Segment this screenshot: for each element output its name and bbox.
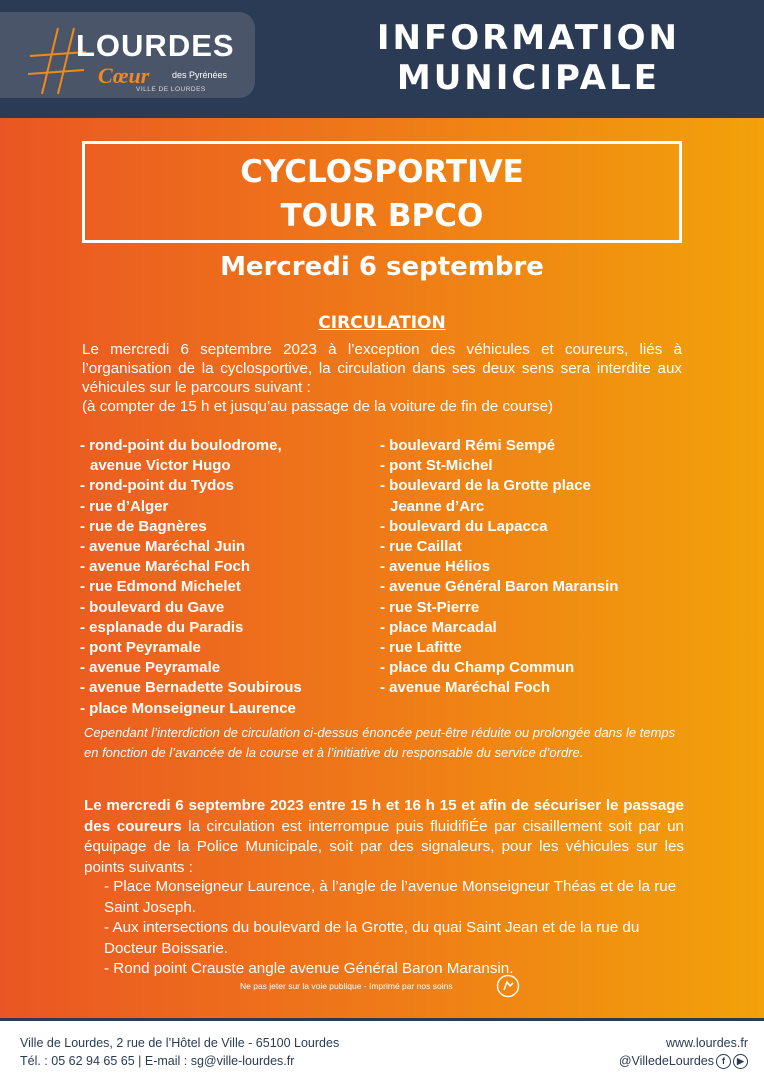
footer-divider — [0, 1018, 764, 1021]
event-date: Mercredi 6 septembre — [220, 252, 544, 282]
header-banner — [0, 0, 764, 118]
list-item: - rue Lafitte — [380, 639, 462, 657]
header-title-line1: INFORMATION — [376, 18, 680, 58]
footer — [0, 1018, 764, 1080]
event-title-line1: CYCLOSPORTIVE — [240, 154, 524, 190]
event-title-box — [82, 141, 682, 243]
recycle-icon — [496, 974, 520, 998]
logo-subtitle: VILLE DE LOURDES — [136, 86, 206, 93]
list-item: - avenue Maréchal Juin — [80, 538, 246, 556]
interruption-paragraph — [84, 796, 684, 878]
list-item: - place Monseigneur Laurence — [80, 699, 296, 717]
intro-paragraph — [82, 340, 682, 416]
list-item: - pont Peyramale — [80, 639, 201, 657]
list-item: - rue de Bagnères — [80, 517, 207, 535]
list-item: - place du Champ Commun — [380, 659, 575, 677]
control-points-list — [104, 877, 684, 980]
social-handle[interactable]: @VilledeLourdes — [618, 1054, 714, 1068]
lourdes-logo[interactable] — [0, 12, 255, 98]
street-list-right — [380, 436, 680, 699]
list-item: - rue St-Pierre — [380, 598, 480, 616]
list-item: - Aux intersections du boulevard de la Grotte, du quai Saint Jean et de la rue du Docteur Boissarie. — [104, 919, 640, 957]
circulation-heading: CIRCULATION — [318, 313, 446, 333]
youtube-icon[interactable]: ▶ — [733, 1054, 748, 1069]
disclaimer-note: Cependant l’interdiction de circulation ci-dessus énoncée peut-être réduite ou prolongée dans le temps en fonction de l’avancée de la course et à l’initiative du responsable du service d’ordre. — [84, 725, 676, 760]
logo-tagline: Cœur — [98, 63, 150, 88]
intro-time-note: (à compter de 15 h et jusqu’au passage de la voiture de fin de course) — [82, 398, 554, 415]
list-item: - Rond point Crauste angle avenue Général Baron Maransin. — [104, 960, 514, 977]
list-item: - boulevard de la Grotte place — [380, 477, 591, 495]
small-print: Ne pas jeter sur la voie publique - Imprimé par nos soins — [240, 981, 453, 991]
list-item: - pont St-Michel — [380, 457, 493, 475]
list-item: - Place Monseigneur Laurence, à l’angle de l’avenue Monseigneur Théas et de la rue Saint Joseph. — [104, 878, 677, 916]
footer-address: Ville de Lourdes, 2 rue de l’Hôtel de Ville - 65100 Lourdes — [20, 1036, 340, 1050]
list-item: - avenue Hélios — [380, 558, 491, 576]
list-item: - avenue Maréchal Foch — [380, 679, 551, 697]
website-link[interactable]: www.lourdes.fr — [666, 1036, 748, 1050]
footer-contact — [20, 1034, 339, 1070]
list-item: - place Marcadal — [380, 618, 497, 636]
header-title — [377, 18, 680, 98]
list-item: - boulevard du Lapacca — [380, 517, 548, 535]
list-item: - avenue Bernadette Soubirous — [80, 679, 302, 697]
poster-body — [0, 118, 764, 1018]
facebook-icon[interactable]: f — [716, 1054, 731, 1069]
list-item: - esplanade du Paradis — [80, 618, 244, 636]
logo-tagline-suffix: des Pyrénées — [172, 70, 228, 80]
list-item: - boulevard du Gave — [80, 598, 225, 616]
footer-links — [619, 1034, 748, 1070]
social-block — [619, 1052, 748, 1070]
header-title-line2: MUNICIPALE — [396, 58, 661, 98]
interruption-bold: Le mercredi 6 septembre 2023 entre 15 h et 16 h 15 et afin de sécuriser le passage des coureurs — [84, 797, 684, 835]
list-item: Jeanne d’Arc — [390, 497, 485, 515]
list-item: - rue Edmond Michelet — [80, 578, 241, 596]
list-item: - avenue Général Baron Maransin — [380, 578, 619, 596]
list-item: - rue Caillat — [380, 538, 462, 556]
event-title-line2: TOUR BPCO — [280, 198, 484, 234]
list-item: - rond-point du Tydos — [80, 477, 234, 495]
footer-phone-email: Tél. : 05 62 94 65 65 | E-mail : sg@ville-lourdes.fr — [20, 1054, 295, 1068]
intro-text: Le mercredi 6 septembre 2023 à l’exception des véhicules et coureurs, liés à l’organisation de la cyclosportive, la circulation dans ses deux sens sera interdite aux véhicules sur le parcours suivant : — [82, 341, 682, 396]
logo-name: LOURDES — [76, 28, 235, 63]
list-item: - avenue Peyramale — [80, 659, 221, 677]
list-item: - avenue Maréchal Foch — [80, 558, 251, 576]
interruption-text: la circulation est interrompue puis fluidifiÉe par cisaillement soit par un équipage de la Police Municipale, soit par des signaleurs, pour les véhicules sur les points suivants : — [84, 817, 684, 876]
list-item: - rond-point du boulodrome, — [80, 437, 282, 454]
list-item: - boulevard Rémi Sempé — [380, 437, 556, 454]
street-list-left — [80, 436, 380, 719]
list-item: avenue Victor Hugo — [90, 457, 231, 475]
list-item: - rue d’Alger — [80, 497, 169, 515]
